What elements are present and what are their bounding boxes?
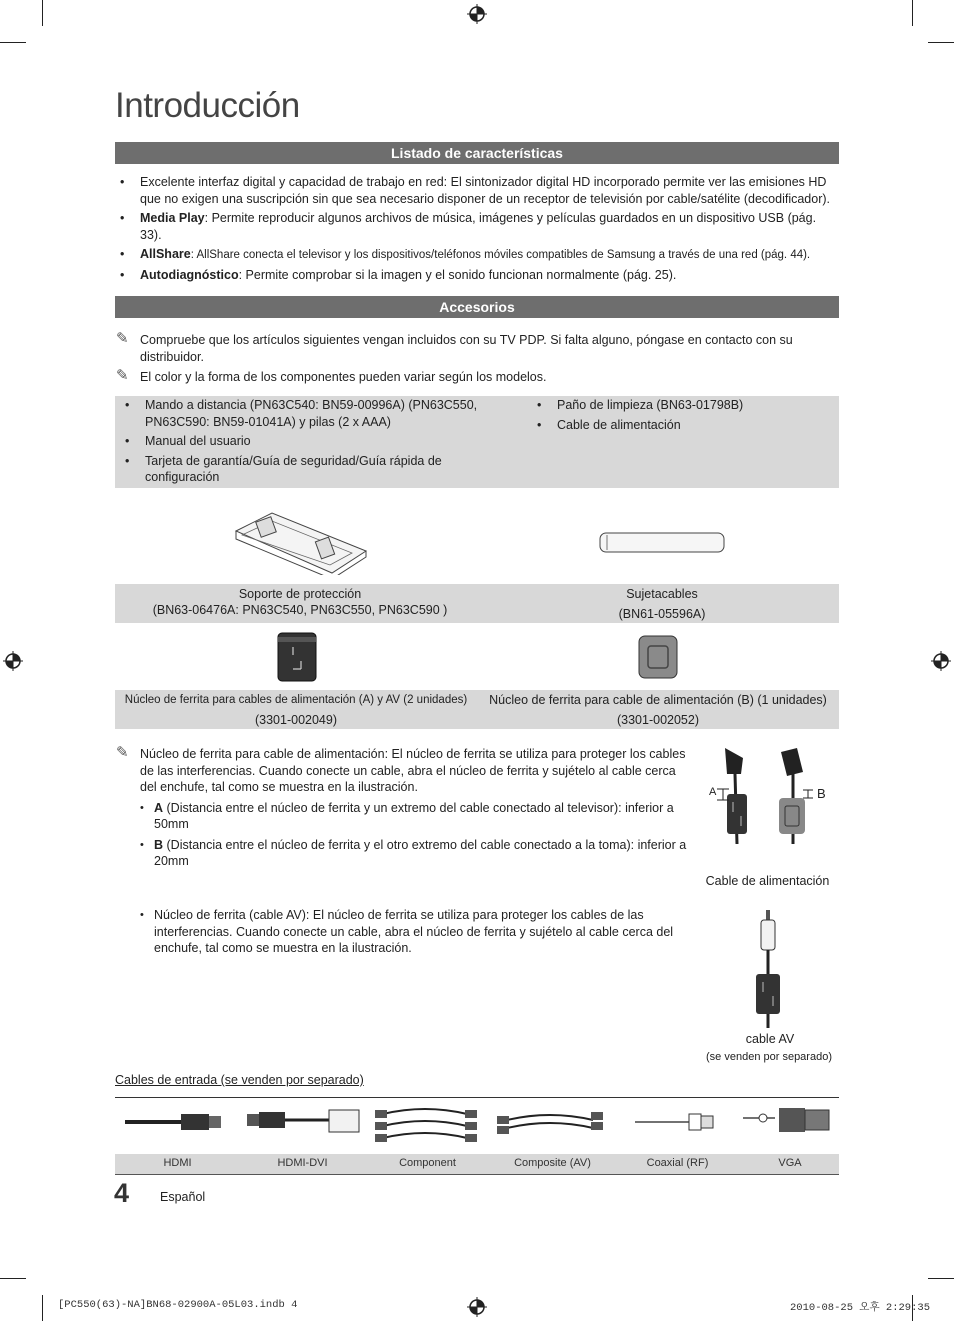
feature-term: Media Play [140,211,205,225]
pencil-icon: ✎ [116,744,129,761]
feature-item [115,246,841,264]
crop-mark [912,0,913,26]
accessory-text: Manual del usuario [145,434,251,448]
accessory-text: Cable de alimentación [557,417,681,432]
accessory-text: Tarjeta de garantía/Guía de seguridad/Guía rápida de configuración [145,453,442,484]
caption-line: Núcleo de ferrita para cables de alimentación (A) y AV (2 unidades) [124,694,468,706]
hdmi-dvi-cable-icon [247,1110,359,1132]
distance-item [140,837,690,870]
feature-term: Autodiagnóstico [140,267,239,282]
ferrite-core-a-image [276,631,318,683]
ferrite-a-caption [115,690,477,730]
av-ferrite-info [140,907,705,961]
av-cable-ferrite-image [748,908,788,1030]
input-cables-heading-text: Cables de entrada (se venden por separado) [115,1073,364,1087]
input-cables-heading [115,1073,364,1087]
distance-list [115,800,690,870]
feature-item [115,174,841,207]
feature-text: : Permite reproducir algunos archivos de música, imágenes y películas guardados en un dispositivo USB (pág. 33). [140,211,817,242]
accessory-item [532,417,832,434]
distance-item [140,800,690,833]
note-text: Núcleo de ferrita para cable de alimentación: El núcleo de ferrita se utiliza para proteger los cables de las interferencias. Cuando conecte un cable, abra el núcleo de ferrita y sujételo al cable cerca del enchufe, tal como se muestra en la ilustración. [140,747,686,794]
av-ferrite-item [140,907,705,957]
feature-item [115,210,841,243]
registration-mark-icon [466,3,488,25]
composite-cable-icon [497,1112,603,1134]
cable-label: Composite (AV) [514,1157,591,1169]
note [115,369,841,386]
language-label: Español [160,1190,206,1204]
crop-mark [928,1278,954,1279]
cable-tie-image [597,530,727,555]
tie-caption [477,584,847,624]
note [115,332,841,365]
caption-line: Sujetacables [626,587,698,601]
crop-mark [0,1278,26,1279]
cable-label: HDMI-DVI [277,1157,328,1169]
registration-mark-icon [2,650,24,672]
crop-mark [0,42,26,43]
file-info: [PC550(63)-NA]BN68-02900A-05L03.indb 4 [58,1299,298,1311]
input-cables-labels [115,1154,839,1175]
registration-mark-icon [466,1296,488,1318]
accessories-notes [115,332,841,386]
accessory-item [120,397,480,430]
caption-row [115,584,839,623]
timestamp: 2010-08-25 오후 2:29:35 [790,1302,931,1314]
ferrite-b-caption [477,690,839,730]
caption-line: Núcleo de ferrita para cable de alimentación (B) (1 unidades) [489,693,827,707]
page-number: 4 [114,1178,130,1208]
hdmi-cable-icon [125,1114,221,1130]
accessories-heading: Accesorios [115,296,839,318]
accessory-text: Paño de limpieza (BN63-01798B) [557,398,744,412]
distance-term: B [154,837,164,852]
features-heading: Listado de características [115,142,839,164]
av-cable-label: cable AV [745,1032,795,1046]
caption-line: (BN63-06476A: PN63C540, PN63C550, PN63C590 ) [152,603,448,617]
accessory-item [120,433,480,450]
label-a: A [709,786,717,798]
component-cable-icon [375,1109,477,1142]
coaxial-cable-icon [635,1114,713,1130]
caption-line: Soporte de protección [238,587,362,601]
accessory-list-box [115,396,839,488]
caption-row [115,690,839,729]
av-cable-sublabel: (se venden por separado) [706,1051,832,1063]
feature-text: Excelente interfaz digital y capacidad de trabajo en red: El sintonizador digital HD incorporado permite ver las emisiones HD que no exigen una suscripción sin que sea necesario disponer de un receptor de televisión por cable/satélite (decodificador). [140,175,831,206]
accessory-list-left [120,397,480,489]
feature-text: : AllShare conecta el televisor y los dispositivos/teléfonos móviles compatibles de Samsung a través de una red (pág. 44). [190,249,811,261]
features-list [115,174,841,286]
divider [115,1097,839,1098]
pencil-icon: ✎ [116,330,129,347]
page-title: Introducción [115,86,300,125]
crop-mark [928,42,954,43]
accessory-list-right [532,397,832,436]
cable-label: Coaxial (RF) [646,1157,709,1169]
accessory-item [120,453,480,486]
caption-line: (3301-002052) [616,713,699,727]
distance-text: (Distancia entre el núcleo de ferrita y el otro extremo del cable conectado a la toma): inferior a 20mm [154,837,687,868]
av-ferrite-text: Núcleo de ferrita (cable AV): El núcleo de ferrita se utiliza para proteger los cables de las interferencias. Cuando conecte un cable, abra el núcleo de ferrita y sujételo al cable cerca del enchufe, tal como se muestra en la ilustración. [154,908,674,955]
holder-caption [115,584,485,620]
note [115,746,690,796]
cable-label: VGA [778,1157,802,1169]
crop-mark [42,1295,43,1321]
input-cables-images [115,1102,839,1152]
power-cord-label: Cable de alimentación [705,874,830,888]
note-text: Compruebe que los artículos siguientes vengan incluidos con su TV PDP. Si falta alguno, póngase en contacto con su distribuidor. [140,333,793,364]
cable-label: HDMI [163,1157,192,1169]
ferrite-info [115,746,690,874]
feature-text: : Permite comprobar si la imagen y el sonido funcionan normalmente (pág. 25). [238,267,677,282]
cable-holder-image [232,507,370,575]
accessory-text: Mando a distancia (PN63C540: BN59-00996A) (PN63C550, PN63C590: BN59-01041A) y pilas (2 x AAA) [145,398,478,429]
vga-cable-icon [743,1108,829,1132]
distance-term: A [154,800,164,815]
feature-term: AllShare [140,247,191,261]
accessory-item [532,397,832,414]
registration-mark-icon [930,650,952,672]
distance-text: (Distancia entre el núcleo de ferrita y un extremo del cable conectado al televisor): inferior a 50mm [154,800,674,831]
ferrite-core-b-image [637,634,679,680]
caption-line: (BN61-05596A) [618,607,706,621]
note-text: El color y la forma de los componentes pueden variar según los modelos. [140,370,547,384]
cable-label: Component [399,1157,456,1169]
crop-mark [42,0,43,26]
pencil-icon: ✎ [116,367,129,384]
feature-item [115,267,841,284]
caption-line: (3301-002049) [254,713,337,727]
label-b: B [817,786,826,801]
